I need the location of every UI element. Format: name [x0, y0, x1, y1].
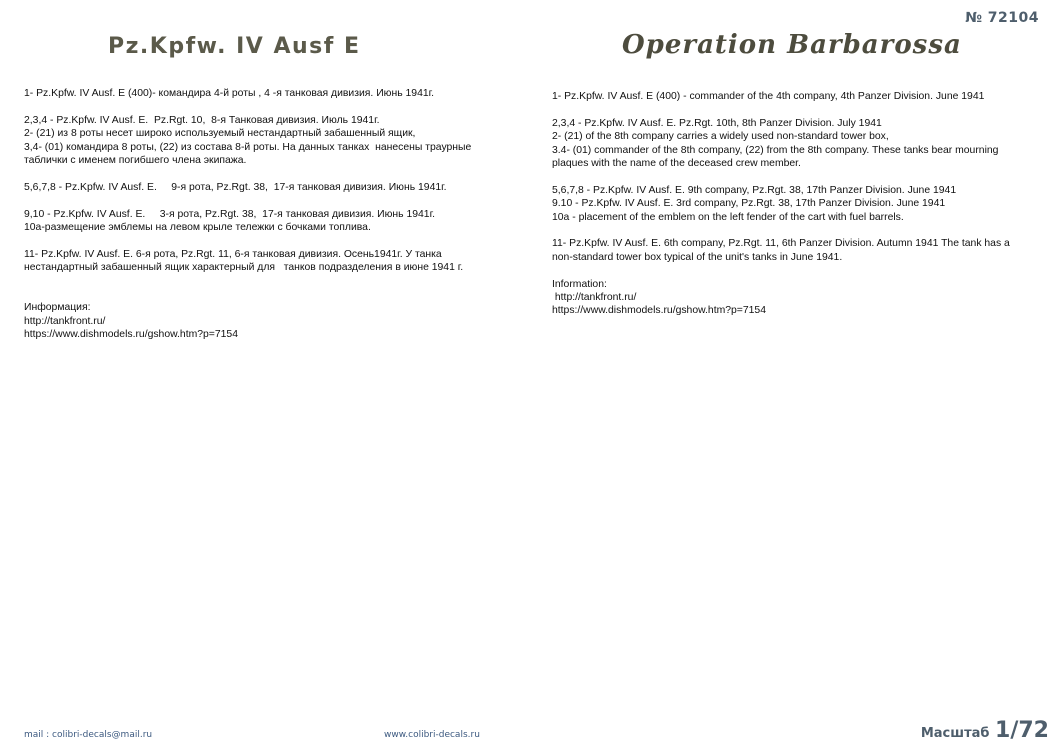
paragraph [24, 208, 524, 235]
reference-link[interactable]: http://tankfront.ru/ [24, 315, 106, 327]
catalog-number: № 72104 [965, 10, 1039, 26]
paragraph [24, 248, 524, 275]
text-line: 3,4- (01) командира 8 роты, (22) из состава 8-й роты. На данных танках нанесены траурные [24, 141, 472, 153]
text-line: 2,3,4 - Pz.Kpfw. IV Ausf. E. Pz.Rgt. 10, 8-я Танковая дивизия. Июль 1941г. [24, 114, 380, 126]
text-line: 2- (21) of the 8th company carries a widely used non-standard tower box, [552, 131, 889, 143]
text-line: 1- Pz.Kpfw. IV Ausf. E (400)- командира 4-й роты , 4 -я танковая дивизия. Июнь 1941г. [24, 88, 435, 99]
scale-indicator [921, 718, 1049, 743]
title-operation: Operation Barbarossa [622, 30, 962, 60]
text-line: 11- Pz.Kpfw. IV Ausf. E. 6th company, Pz.Rgt. 11, 6th Panzer Division. Autumn 1941 The tank has a [552, 238, 1010, 250]
paragraph [24, 114, 524, 168]
text-line: 10a-размещение эмблемы на левом крыле тележки с бочками топлива. [24, 222, 371, 234]
text-line: 2,3,4 - Pz.Kpfw. IV Ausf. E. Pz.Rgt. 10th, 8th Panzer Division. July 1941 [552, 117, 882, 129]
reference-link[interactable]: http://tankfront.ru/ [552, 292, 637, 304]
text-line: 10a - placement of the emblem on the left fender of the cart with fuel barrels. [552, 211, 904, 223]
footer-mail: mail : colibri-decals@mail.ru [24, 730, 153, 740]
text-line: 2- (21) из 8 роты несет широко используемый нестандартный забашенный ящик, [24, 128, 416, 140]
scale-value: 1/72 [995, 718, 1049, 743]
text-line: 9,10 - Pz.Kpfw. IV Ausf. E. 3-я рота, Pz.Rgt. 38, 17-я танковая дивизия. Июнь 1941г. [24, 208, 435, 220]
info-heading: Информация: [24, 302, 91, 314]
scale-label: Масштаб [920, 726, 990, 741]
paragraph [24, 87, 524, 100]
paragraph [552, 90, 1037, 103]
english-text-column [552, 90, 1037, 318]
footer-website: www.colibri-decals.ru [384, 730, 480, 740]
paragraph [552, 117, 1037, 171]
reference-link[interactable]: https://www.dishmodels.ru/gshow.htm?p=7154 [24, 329, 238, 341]
text-line: plaques with the name of the deceased crew member. [552, 158, 801, 170]
text-line: нестандартный забашенный ящик характерный для танков подразделения в июне 1941 г. [24, 262, 464, 274]
paragraph [24, 181, 524, 194]
text-line: 1- Pz.Kpfw. IV Ausf. E (400) - commander of the 4th company, 4th Panzer Division. June 1941 [552, 91, 985, 102]
text-line: 9.10 - Pz.Kpfw. IV Ausf. E. 3rd company, Pz.Rgt. 38, 17th Panzer Division. June 1941 [552, 198, 946, 210]
text-line: 11- Pz.Kpfw. IV Ausf. E. 6-я рота, Pz.Rgt. 11, 6-я танковая дивизия. Осень1941г. У танка [24, 248, 442, 260]
reference-link[interactable]: https://www.dishmodels.ru/gshow.htm?p=7154 [552, 305, 766, 317]
info-heading: Information: [552, 278, 607, 290]
text-line: таблички с именем погибшего члена экипажа. [24, 155, 247, 167]
text-line: 5,6,7,8 - Pz.Kpfw. IV Ausf. E. 9th company, Pz.Rgt. 38, 17th Panzer Division. June 1941 [552, 184, 957, 196]
paragraph [552, 237, 1037, 264]
russian-text-column [24, 87, 524, 342]
title-model: Pz.Kpfw. IV Ausf E [108, 34, 361, 59]
text-line: 5,6,7,8 - Pz.Kpfw. IV Ausf. E. 9-я рота, Pz.Rgt. 38, 17-я танковая дивизия. Июнь 1941г. [24, 181, 447, 193]
text-line: 3.4- (01) commander of the 8th company, (22) from the 8th company. These tanks bear mourning [552, 144, 999, 156]
paragraph [552, 184, 1037, 224]
text-line: non-standard tower box typical of the unit's tanks in June 1941. [552, 251, 843, 263]
